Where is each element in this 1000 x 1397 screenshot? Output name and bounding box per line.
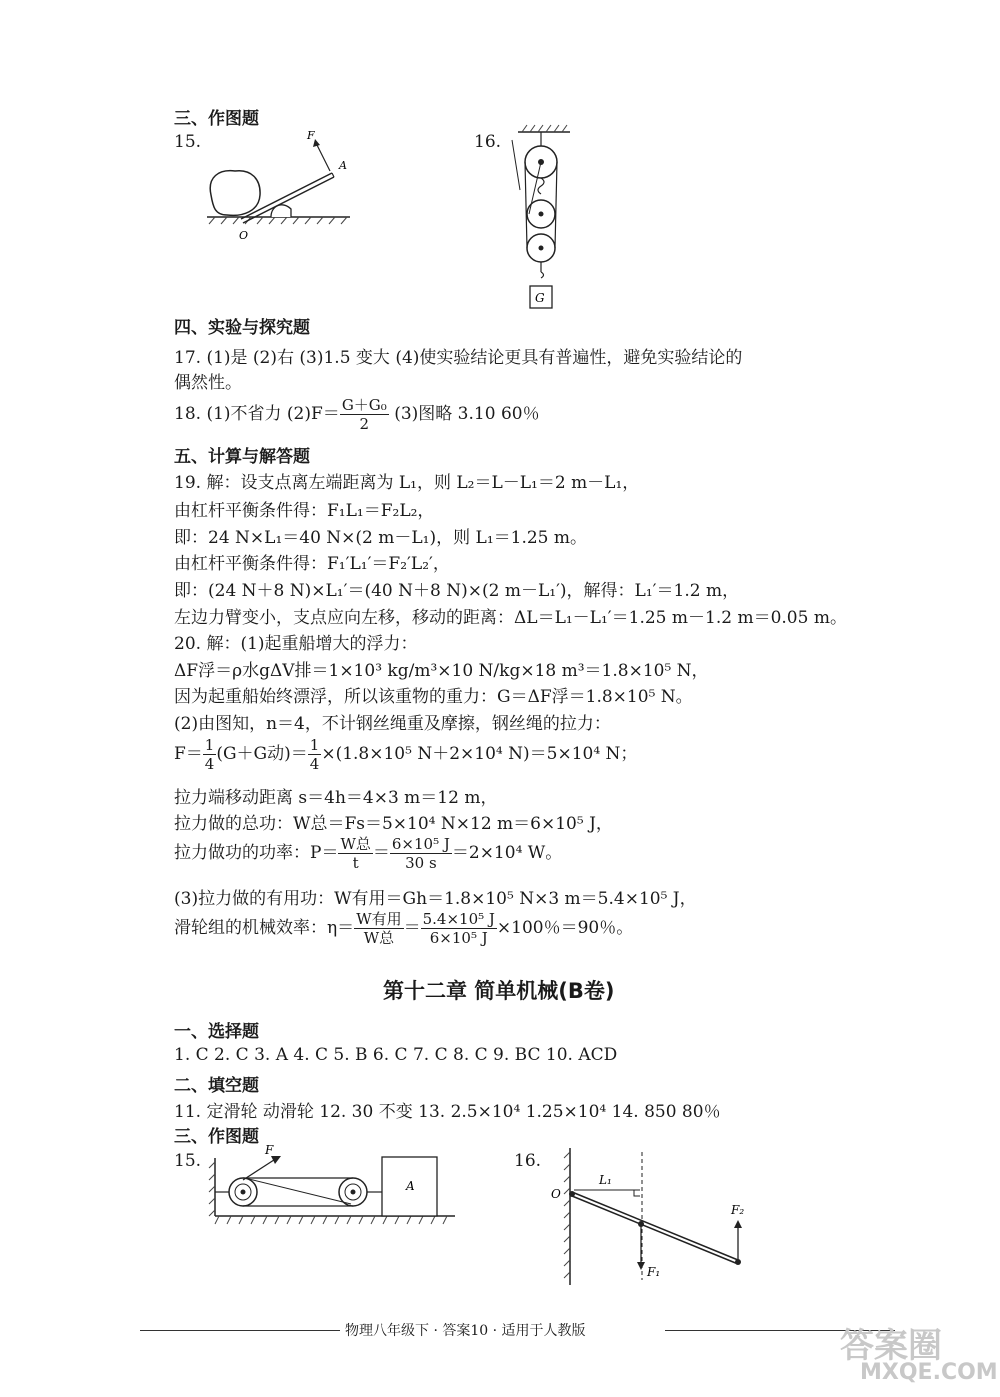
lever-figure-15 — [205, 125, 355, 245]
q20-power-equation — [174, 835, 562, 872]
denominator: 30 s — [405, 854, 437, 872]
figure-16b-label: 16. — [514, 1151, 542, 1171]
q19-line: 左边力臂变小，支点应向左移，移动的距离：ΔL＝L₁－L₁′＝1.25 m－1.2 m＝0.05 m。 — [174, 608, 847, 628]
pivot-label-O: O — [551, 1187, 561, 1201]
denominator: 4 — [204, 755, 215, 773]
block-label-A: A — [406, 1179, 415, 1193]
denominator: 6×10⁵ J — [429, 929, 488, 947]
watermark-logo: 答案圈 — [840, 1326, 942, 1366]
pivot-label-O: O — [239, 229, 249, 242]
q20-distance-line: 拉力端移动距离 s＝4h＝4×3 m＝12 m， — [174, 788, 498, 808]
fill-answers: 11. 定滑轮 动滑轮 12. 30 不变 13. 2.5×10⁴ 1.25×10⁴ 14. 850 80％ — [174, 1102, 721, 1122]
numerator: W有用 — [356, 910, 402, 928]
q20-line: 因为起重船始终漂浮，所以该重物的重力：G＝ΔF浮＝1.8×10⁵ N。 — [174, 687, 693, 707]
eq-middle: (G＋G动)＝ — [216, 744, 308, 764]
q18-line — [174, 396, 540, 433]
footer-text: 物理八年级下 · 答案10 · 适用于人教版 — [345, 1323, 586, 1339]
numerator: W总 — [340, 835, 371, 853]
chapter-title: 第十二章 简单机械(B卷) — [383, 979, 615, 1003]
q20-force-equation — [174, 736, 637, 773]
eq-suffix: ×(1.8×10⁵ N＋2×10⁴ N)＝5×10⁴ N； — [321, 744, 638, 764]
figure-15b-label: 15. — [174, 1151, 202, 1171]
q18-fraction — [340, 396, 389, 433]
q19-line: 由杠杆平衡条件得：F₁′L₁′＝F₂′L₂′， — [174, 554, 450, 574]
q20-line: (2)由图知，n＝4，不计钢丝绳重及摩擦，钢丝绳的拉力： — [174, 714, 611, 734]
eq-prefix: 滑轮组的机械效率：η＝ — [174, 918, 355, 938]
q19-line: 即：(24 N＋8 N)×L₁′＝(40 N＋8 N)×(2 m－L₁′)，解得：L₁′＝1.2 m， — [174, 581, 740, 601]
section-heading-calculation: 五、计算与解答题 — [174, 447, 310, 467]
q17-line2: 偶然性。 — [174, 373, 242, 393]
force-label-F: F — [307, 129, 315, 142]
pulley-figure-16 — [500, 120, 590, 315]
q18-prefix: 18. (1)不省力 (2)F＝ — [174, 404, 340, 424]
q20-total-work-line: 拉力做的总功：W总＝Fs＝5×10⁴ N×12 m＝6×10⁵ J， — [174, 814, 613, 834]
q20-useful-work-line: (3)拉力做的有用功：W有用＝Gh＝1.8×10⁵ N×3 m＝5.4×10⁵ J， — [174, 889, 697, 909]
section-heading-fill: 二、填空题 — [174, 1076, 259, 1096]
eq-suffix: ＝2×10⁴ W。 — [451, 843, 563, 863]
denominator: W总 — [363, 929, 395, 947]
eq-prefix: 拉力做功的功率：P＝ — [174, 843, 339, 863]
choice-answers: 1. C 2. C 3. A 4. C 5. B 6. C 7. C 8. C 9. BC 10. ACD — [174, 1045, 618, 1065]
lever-figure-16b — [545, 1140, 760, 1290]
q20-line: 20. 解：(1)起重船增大的浮力： — [174, 634, 418, 654]
section-heading-drawing-a: 三、作图题 — [174, 109, 259, 129]
eq-prefix: F＝ — [174, 744, 203, 764]
eq-suffix: ×100％＝90％。 — [496, 918, 634, 938]
q18-numerator: G＋G₀ — [341, 396, 387, 414]
q17-line1: 17. (1)是 (2)右 (3)1.5 变大 (4)使实验结论更具有普遍性，避免实验结论的 — [174, 348, 743, 368]
fraction-one-quarter — [203, 736, 217, 773]
fraction-one-quarter — [308, 736, 322, 773]
fraction-work-over-time — [338, 835, 372, 872]
section-heading-choice: 一、选择题 — [174, 1022, 259, 1042]
q18-suffix: (3)图略 3.10 60％ — [388, 404, 540, 424]
section-heading-drawing-b: 三、作图题 — [174, 1127, 259, 1147]
q20-line: ΔF浮＝ρ水gΔV排＝1×10³ kg/m³×10 N/kg×18 m³＝1.8×10⁵ N， — [174, 661, 709, 681]
eq-middle: ＝ — [372, 843, 390, 863]
fraction-useful-over-total — [354, 910, 403, 947]
footer-rule-left — [140, 1330, 340, 1331]
weight-label-G: G — [535, 291, 545, 305]
force-label-F2: F₂ — [731, 1203, 745, 1217]
figure-16-label: 16. — [474, 132, 502, 152]
denominator: 4 — [309, 755, 320, 773]
arm-label-L1: L₁ — [599, 1173, 612, 1187]
q18-denominator: 2 — [359, 415, 370, 433]
watermark-url: MXQE.COM — [860, 1360, 998, 1385]
point-label-A: A — [339, 159, 347, 172]
fraction-values — [390, 835, 452, 872]
numerator: 6×10⁵ J — [391, 835, 450, 853]
q20-efficiency-equation — [174, 910, 633, 947]
numerator: 5.4×10⁵ J — [422, 910, 495, 928]
q19-line: 由杠杆平衡条件得：F₁L₁＝F₂L₂， — [174, 501, 435, 521]
numerator: 1 — [204, 736, 215, 754]
fraction-values — [421, 910, 497, 947]
q19-line: 19. 解：设支点离左端距离为 L₁，则 L₂＝L－L₁＝2 m－L₁， — [174, 473, 640, 493]
figure-15-label: 15. — [174, 132, 202, 152]
eq-middle: ＝ — [403, 918, 421, 938]
section-heading-experiment: 四、实验与探究题 — [174, 318, 310, 338]
force-label-F1: F₁ — [647, 1265, 661, 1279]
pulley-block-figure-15b — [205, 1140, 460, 1230]
q19-line: 即：24 N×L₁＝40 N×(2 m－L₁)，则 L₁＝1.25 m。 — [174, 528, 588, 548]
force-label-F: F — [265, 1143, 274, 1157]
denominator: t — [352, 854, 359, 872]
numerator: 1 — [309, 736, 320, 754]
